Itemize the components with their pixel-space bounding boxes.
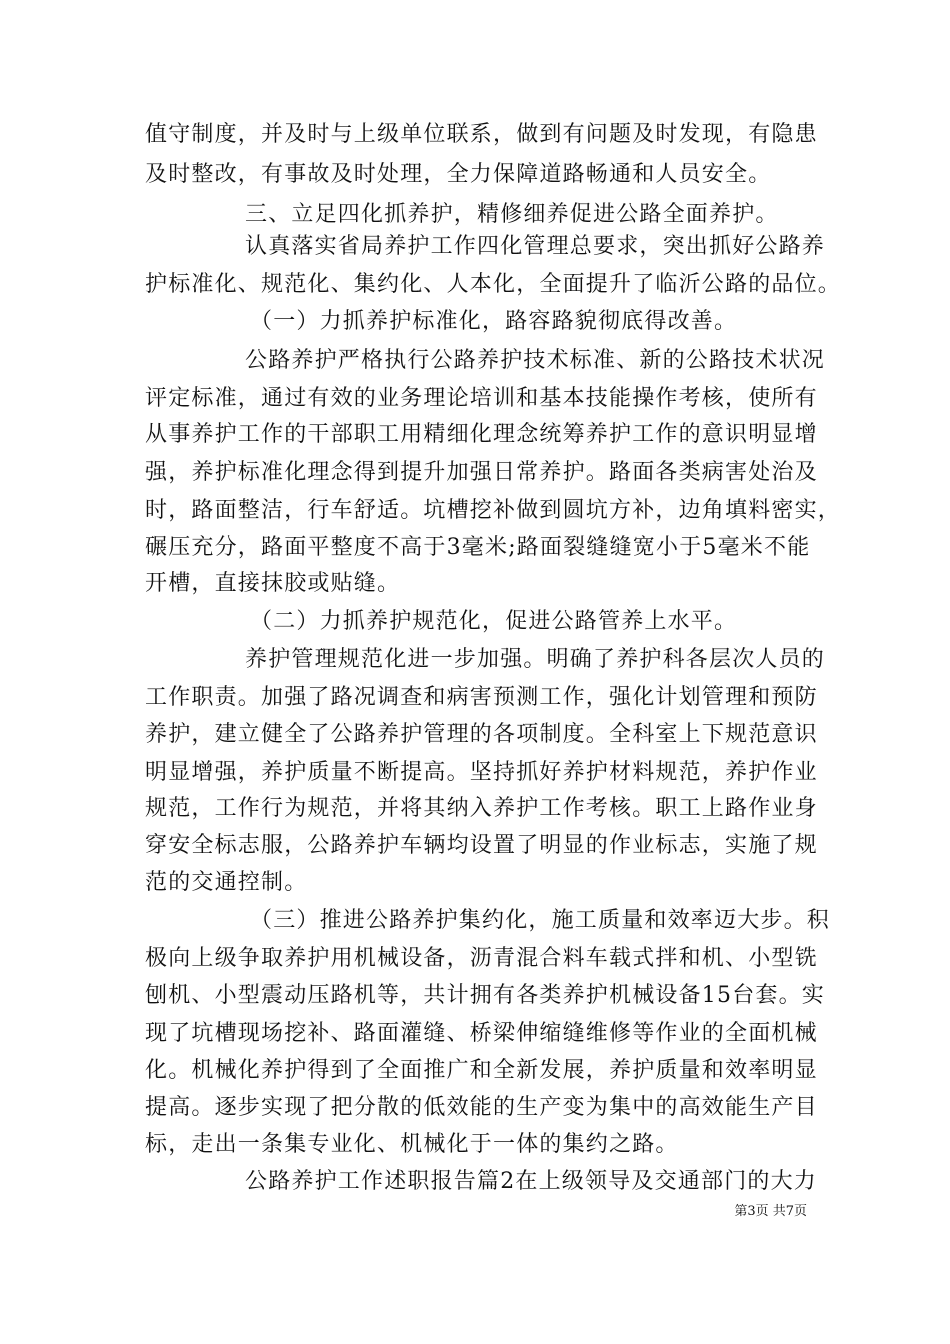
text-line: 值守制度，并及时与上级单位联系，做到有问题及时发现，有隐患 bbox=[145, 122, 818, 147]
text-line: 公路养护工作述职报告篇2在上级领导及交通部门的大力 bbox=[245, 1169, 817, 1194]
subsection-heading: （一）力抓养护标准化，路容路貌彻底得改善。 bbox=[250, 309, 738, 334]
text-line: 及时整改，有事故及时处理，全力保障道路畅通和人员安全。 bbox=[145, 162, 772, 187]
subsection-heading: （二）力抓养护规范化，促进公路管养上水平。 bbox=[250, 609, 738, 634]
text-line: 刨机、小型震动压路机等，共计拥有各类养护机械设备15台套。实 bbox=[145, 983, 825, 1008]
text-line: 认真落实省局养护工作四化管理总要求，突出抓好公路养 bbox=[245, 234, 826, 259]
text-line: 从事养护工作的干部职工用精细化理念统筹养护工作的意识明显增 bbox=[145, 422, 818, 447]
text-line: 养护，建立健全了公路养护管理的各项制度。全科室上下规范意识 bbox=[145, 722, 818, 747]
text-line: 范的交通控制。 bbox=[145, 870, 308, 895]
text-line: 强，养护标准化理念得到提升加强日常养护。路面各类病害处治及 bbox=[145, 460, 818, 485]
text-line: 时，路面整洁，行车舒适。坑槽挖补做到圆坑方补，边角填料密实， bbox=[145, 498, 842, 523]
text-line: 现了坑槽现场挖补、路面灌缝、桥梁伸缩缝维修等作业的全面机械 bbox=[145, 1021, 818, 1046]
text-line: 护标准化、规范化、集约化、人本化，全面提升了临沂公路的品位。 bbox=[145, 272, 842, 297]
text-line: 碾压充分，路面平整度不高于3毫米;路面裂缝缝宽小于5毫米不能 bbox=[145, 535, 811, 560]
text-line: 标，走出一条集专业化、机械化于一体的集约之路。 bbox=[145, 1132, 679, 1157]
text-line: 评定标准，通过有效的业务理论培训和基本技能操作考核，使所有 bbox=[145, 386, 818, 411]
text-line: 极向上级争取养护用机械设备，沥青混合料车载式拌和机、小型铣 bbox=[145, 946, 818, 971]
text-line: 开槽，直接抹胶或贴缝。 bbox=[145, 571, 401, 596]
section-heading: 三、立足四化抓养护，精修细养促进公路全面养护。 bbox=[245, 202, 779, 227]
text-line: 化。机械化养护得到了全面推广和全新发展，养护质量和效率明显 bbox=[145, 1058, 818, 1083]
text-line: 明显增强，养护质量不断提高。坚持抓好养护材料规范，养护作业 bbox=[145, 760, 818, 785]
text-line: 提高。逐步实现了把分散的低效能的生产变为集中的高效能生产目 bbox=[145, 1095, 818, 1120]
text-line: 工作职责。加强了路况调查和病害预测工作，强化计划管理和预防 bbox=[145, 685, 818, 710]
subsection-heading: （三）推进公路养护集约化，施工质量和效率迈大步。积 bbox=[250, 908, 831, 933]
page-number-footer: 第3页 共7页 bbox=[734, 1204, 807, 1219]
text-line: 养护管理规范化进一步加强。明确了养护科各层次人员的 bbox=[245, 647, 826, 672]
text-line: 规范，工作行为规范，并将其纳入养护工作考核。职工上路作业身 bbox=[145, 796, 818, 821]
text-line: 公路养护严格执行公路养护技术标准、新的公路技术状况 bbox=[245, 348, 826, 373]
text-line: 穿安全标志服，公路养护车辆均设置了明显的作业标志，实施了规 bbox=[145, 833, 818, 858]
